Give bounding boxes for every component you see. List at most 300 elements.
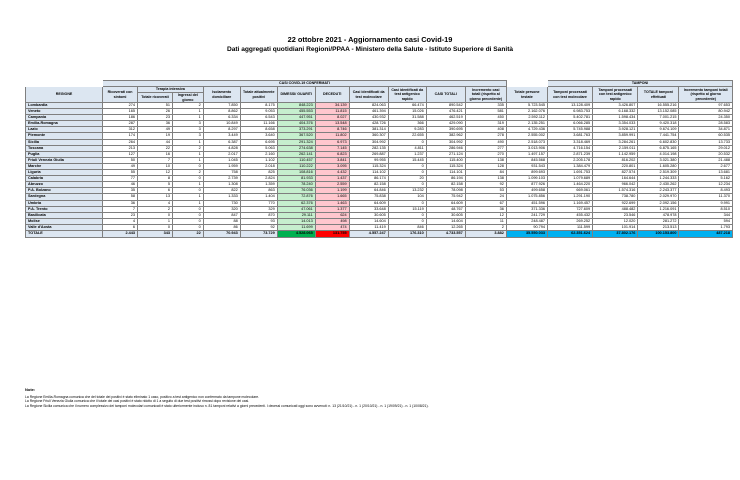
value-cell: 312 bbox=[103, 127, 138, 133]
value-cell: 899.693 bbox=[506, 170, 547, 176]
value-cell: 84 bbox=[465, 170, 506, 176]
value-cell: 1.045 bbox=[203, 157, 240, 163]
value-cell: 28.583 bbox=[679, 121, 733, 127]
value-cell: 73.729 bbox=[240, 230, 277, 237]
value-cell: 320 bbox=[203, 206, 240, 212]
region-cell: Umbria bbox=[26, 200, 103, 206]
value-cell: 1 bbox=[172, 182, 203, 188]
value-cell: 44 bbox=[138, 139, 173, 145]
value-cell: 2.871.239 bbox=[547, 151, 592, 157]
value-cell: 1.169.457 bbox=[547, 200, 592, 206]
notes-label: Note: bbox=[25, 387, 36, 392]
value-cell: 22 bbox=[138, 145, 173, 151]
value-cell: 66.474 bbox=[388, 103, 426, 109]
value-cell: 343 bbox=[138, 230, 173, 237]
value-cell: 1.244.333 bbox=[638, 176, 679, 182]
value-cell: 262.141 bbox=[277, 151, 315, 157]
value-cell: 3 bbox=[172, 121, 203, 127]
value-cell: 82.158 bbox=[349, 182, 388, 188]
covid-data-table bbox=[25, 80, 733, 238]
value-cell: 3.928.121 bbox=[593, 127, 638, 133]
value-cell: 15.026 bbox=[388, 109, 426, 115]
value-cell: 0 bbox=[172, 188, 203, 194]
value-cell: 367.520 bbox=[277, 133, 315, 139]
value-cell: 3 bbox=[172, 127, 203, 133]
value-cell: 6 bbox=[138, 188, 173, 194]
value-cell: 344 bbox=[679, 212, 733, 218]
value-cell: 12.234 bbox=[679, 182, 733, 188]
value-cell: 5.745.988 bbox=[547, 127, 592, 133]
value-cell: 110.457 bbox=[277, 157, 315, 163]
value-cell: 2 bbox=[172, 145, 203, 151]
value-cell: 2.677 bbox=[679, 163, 733, 169]
value-cell: 86 bbox=[203, 224, 240, 230]
value-cell: 1.598.434 bbox=[593, 115, 638, 121]
value-cell: 2.555.002 bbox=[506, 133, 547, 139]
table-row bbox=[26, 188, 733, 194]
value-cell: 5 bbox=[138, 182, 173, 188]
value-cell: 1 bbox=[172, 115, 203, 121]
region-cell: TOTALE bbox=[26, 230, 103, 237]
value-cell: 13.232 bbox=[388, 188, 426, 194]
value-cell: 6.334 bbox=[203, 115, 240, 121]
value-cell: 3.882 bbox=[465, 230, 506, 237]
value-cell: 329 bbox=[240, 206, 277, 212]
group-casi-header: CASI COVID-19 CONFERMATI bbox=[103, 81, 507, 87]
table-row bbox=[26, 133, 733, 139]
value-cell: 4.014.198 bbox=[638, 151, 679, 157]
value-cell: 3.284.261 bbox=[593, 139, 638, 145]
value-cell: 7.441.754 bbox=[638, 133, 679, 139]
value-cell: 282.135 bbox=[349, 145, 388, 151]
value-cell: 101.914 bbox=[593, 224, 638, 230]
value-cell: 3 bbox=[172, 133, 203, 139]
value-cell: 21.488 bbox=[679, 157, 733, 163]
table-row bbox=[26, 182, 733, 188]
value-cell: 33.648 bbox=[349, 206, 388, 212]
value-cell: 15.445 bbox=[388, 157, 426, 163]
value-cell: 6.823 bbox=[315, 151, 349, 157]
region-cell: Friuli Venezia Giulia bbox=[26, 157, 103, 163]
value-cell: 64.609 bbox=[426, 200, 465, 206]
value-cell: 78.240 bbox=[277, 182, 315, 188]
notes-section bbox=[25, 388, 725, 408]
value-cell: 277 bbox=[465, 145, 506, 151]
value-cell: 11.802 bbox=[315, 133, 349, 139]
value-cell: 488.482 bbox=[593, 206, 638, 212]
value-cell: 97.653 bbox=[679, 103, 733, 109]
value-cell: 2 bbox=[465, 224, 506, 230]
value-cell: 922.699 bbox=[593, 200, 638, 206]
value-cell: 13 bbox=[138, 194, 173, 200]
value-cell: 281.272 bbox=[638, 218, 679, 224]
value-cell: 2.430.262 bbox=[638, 182, 679, 188]
value-cell: 81.933 bbox=[277, 176, 315, 182]
value-cell: 4.729.436 bbox=[506, 127, 547, 133]
value-cell: 9.283 bbox=[388, 127, 426, 133]
value-cell: 2.135.251 bbox=[506, 121, 547, 127]
col-totale-ricoverati: Totale ricoverati bbox=[138, 93, 173, 103]
value-cell: 0 bbox=[388, 218, 426, 224]
value-cell: 270 bbox=[465, 151, 506, 157]
col-ingressi: Ingressi del giorno bbox=[172, 93, 203, 103]
value-cell: 23.546 bbox=[593, 212, 638, 218]
value-cell: 727.609 bbox=[547, 206, 592, 212]
value-cell: 176.310 bbox=[388, 230, 426, 237]
value-cell: 429.090 bbox=[426, 121, 465, 127]
value-cell: 335 bbox=[465, 103, 506, 109]
value-cell: 55 bbox=[103, 170, 138, 176]
value-cell: 62.351.624 bbox=[547, 230, 592, 237]
value-cell: 5.162 bbox=[679, 176, 733, 182]
table-row bbox=[26, 139, 733, 145]
value-cell: 581 bbox=[465, 109, 506, 115]
value-cell: 5.723.545 bbox=[506, 103, 547, 109]
value-cell: 11.166 bbox=[240, 121, 277, 127]
value-cell: 404.376 bbox=[277, 121, 315, 127]
value-cell: 1.291.190 bbox=[547, 194, 592, 200]
value-cell: 2.824 bbox=[240, 176, 277, 182]
value-cell: 1.216.091 bbox=[638, 206, 679, 212]
value-cell: 12 bbox=[465, 212, 506, 218]
value-cell: 186 bbox=[103, 115, 138, 121]
value-cell: 2 bbox=[172, 103, 203, 109]
value-cell: 0 bbox=[388, 139, 426, 145]
value-cell: 7.001.215 bbox=[638, 115, 679, 121]
value-cell: 60.535 bbox=[679, 133, 733, 139]
table-row bbox=[26, 127, 733, 133]
value-cell: 1.102 bbox=[240, 157, 277, 163]
table-row bbox=[26, 121, 733, 127]
col-casi-totali: CASI TOTALI bbox=[426, 87, 465, 103]
value-cell: 1.237 bbox=[388, 151, 426, 157]
value-cell: 2.592.112 bbox=[506, 115, 547, 121]
group-terapia-header: Terapia intensiva bbox=[138, 87, 204, 93]
value-cell: 1 bbox=[138, 218, 173, 224]
value-cell: 2.160 bbox=[240, 151, 277, 157]
value-cell: 278 bbox=[465, 133, 506, 139]
value-cell: 845.568 bbox=[506, 157, 547, 163]
value-cell: 6.973 bbox=[315, 139, 349, 145]
value-cell: 114.101 bbox=[426, 170, 465, 176]
value-cell: 35.550.033 bbox=[506, 230, 547, 237]
value-cell: 53 bbox=[465, 188, 506, 194]
value-cell: 1.574.316 bbox=[593, 188, 638, 194]
value-cell: 4.432 bbox=[315, 170, 349, 176]
value-cell: 36 bbox=[138, 121, 173, 127]
value-cell: 2.017 bbox=[203, 151, 240, 157]
region-cell: Sicilia bbox=[26, 139, 103, 145]
value-cell: 11.815 bbox=[315, 109, 349, 115]
value-cell: 6.695 bbox=[240, 139, 277, 145]
value-cell: 6.066.285 bbox=[547, 121, 592, 127]
value-cell: 478.978 bbox=[638, 212, 679, 218]
value-cell: 99.955 bbox=[349, 157, 388, 163]
value-cell: 966.042 bbox=[593, 182, 638, 188]
value-cell: 31.588 bbox=[388, 115, 426, 121]
value-cell: 847 bbox=[203, 212, 240, 218]
value-cell: 82.158 bbox=[426, 182, 465, 188]
table-row bbox=[26, 200, 733, 206]
value-cell: 36 bbox=[465, 206, 506, 212]
value-cell: 7 bbox=[138, 157, 173, 163]
value-cell: 822 bbox=[203, 188, 240, 194]
value-cell: 1 bbox=[172, 151, 203, 157]
value-cell: 7.850 bbox=[203, 103, 240, 109]
value-cell: 22 bbox=[172, 230, 203, 237]
value-cell: 12.020 bbox=[593, 218, 638, 224]
value-cell: 381.314 bbox=[349, 127, 388, 133]
value-cell: 10 bbox=[138, 163, 173, 169]
value-cell: 450 bbox=[465, 115, 506, 121]
value-cell: 382.962 bbox=[426, 133, 465, 139]
value-cell: 1.079.689 bbox=[547, 176, 592, 182]
value-cell: 62.376 bbox=[277, 200, 315, 206]
value-cell: 14.604 bbox=[426, 218, 465, 224]
value-cell: 390.695 bbox=[426, 127, 465, 133]
value-cell: 127 bbox=[103, 151, 138, 157]
table-row bbox=[26, 212, 733, 218]
value-cell: 476.421 bbox=[426, 109, 465, 115]
value-cell: 1.463 bbox=[315, 200, 349, 206]
region-cell: Sardegna bbox=[26, 194, 103, 200]
value-cell: 269.887 bbox=[349, 151, 388, 157]
value-cell: 4.716.154 bbox=[547, 145, 592, 151]
value-cell: 86.194 bbox=[426, 176, 465, 182]
value-cell: 15.119 bbox=[388, 206, 426, 212]
value-cell: 2.018 bbox=[240, 163, 277, 169]
value-cell: 111.599 bbox=[547, 224, 592, 230]
value-cell: 9.053 bbox=[240, 109, 277, 115]
value-cell: 269.252 bbox=[547, 218, 592, 224]
value-cell: 9.991 bbox=[679, 200, 733, 206]
col-molecolare: Casi identificati da test molecolare bbox=[349, 87, 388, 103]
col-regione: REGIONE bbox=[26, 87, 103, 103]
value-cell: 35 bbox=[103, 188, 138, 194]
value-cell: 213.513 bbox=[638, 224, 679, 230]
value-cell: 8.658 bbox=[240, 127, 277, 133]
col-tamponi-antigenico: Tamponi processati con test antigenico rapido bbox=[593, 87, 638, 103]
value-cell: 1.075.856 bbox=[506, 194, 547, 200]
value-cell: 3.640 bbox=[240, 133, 277, 139]
value-cell: 271.124 bbox=[426, 151, 465, 157]
value-cell: 3.859.991 bbox=[593, 133, 638, 139]
value-cell: 22.655 bbox=[388, 133, 426, 139]
value-cell: 138 bbox=[465, 176, 506, 182]
value-cell: 274 bbox=[103, 103, 138, 109]
value-cell: 29.012 bbox=[679, 145, 733, 151]
col-tamponi-totale: TOTALE tamponi effettuati bbox=[638, 87, 679, 103]
value-cell: 11 bbox=[465, 218, 506, 224]
value-cell: 10.849 bbox=[203, 121, 240, 127]
value-cell: 291.324 bbox=[277, 139, 315, 145]
value-cell: 487.218 bbox=[679, 230, 733, 237]
value-cell: 8.862 bbox=[203, 109, 240, 115]
value-cell: 75.942 bbox=[426, 194, 465, 200]
table-row bbox=[26, 151, 733, 157]
value-cell: 594 bbox=[679, 218, 733, 224]
value-cell: 220.801 bbox=[593, 163, 638, 169]
table-row bbox=[26, 103, 733, 109]
value-cell: 3.095 bbox=[315, 163, 349, 169]
value-cell: 14.604 bbox=[349, 218, 388, 224]
value-cell: 499.658 bbox=[506, 188, 547, 194]
value-cell: 0 bbox=[172, 206, 203, 212]
value-cell: 75.838 bbox=[349, 194, 388, 200]
value-cell: 1.464.220 bbox=[547, 182, 592, 188]
value-cell: 8.510 bbox=[679, 206, 733, 212]
value-cell: 1.959 bbox=[203, 163, 240, 169]
value-cell: 30.605 bbox=[426, 212, 465, 218]
region-cell: Liguria bbox=[26, 170, 103, 176]
value-cell: 304.992 bbox=[349, 139, 388, 145]
value-cell: 115.324 bbox=[426, 163, 465, 169]
value-cell: 3.426.807 bbox=[593, 103, 638, 109]
value-cell: 8.746 bbox=[315, 127, 349, 133]
value-cell: 6.387 bbox=[203, 139, 240, 145]
value-cell: 13.128.409 bbox=[547, 103, 592, 109]
region-cell: Lazio bbox=[26, 127, 103, 133]
region-cell: Molise bbox=[26, 218, 103, 224]
value-cell: 110.222 bbox=[277, 163, 315, 169]
value-cell: 1.142.959 bbox=[593, 151, 638, 157]
value-cell: 6.168.332 bbox=[593, 109, 638, 115]
value-cell: 1 bbox=[172, 109, 203, 115]
value-cell: 12.265 bbox=[426, 224, 465, 230]
value-cell: 8.493 bbox=[679, 188, 733, 194]
value-cell: 0 bbox=[388, 163, 426, 169]
value-cell: 115.400 bbox=[426, 157, 465, 163]
value-cell: 1 bbox=[172, 157, 203, 163]
region-cell: Basilicata bbox=[26, 212, 103, 218]
note-line: La Regione Sicilia comunica che il numero complessivo dei tamponi molecolari comunicati è stato ulteriormente incluso n. 81 tamponi relativi a giorni precedenti. I decessi comunicati oggi sono avvenuti: n. 13 (21/10/21) - n. 1 (20/10/21) - n. 1 (19/09/21) - n. 1 (10/08/21). bbox=[25, 403, 429, 408]
value-cell: 24 bbox=[465, 194, 506, 200]
total-row bbox=[26, 230, 733, 237]
value-cell: 46 bbox=[103, 182, 138, 188]
col-persone-testate: Totale persone testate bbox=[506, 87, 547, 103]
value-cell: 5.402.781 bbox=[547, 115, 592, 121]
value-cell: 92 bbox=[465, 182, 506, 188]
value-cell: 0 bbox=[138, 224, 173, 230]
value-cell: 824.063 bbox=[349, 103, 388, 109]
value-cell: 0 bbox=[388, 212, 426, 218]
value-cell: 877.926 bbox=[506, 182, 547, 188]
value-cell: 816.202 bbox=[593, 157, 638, 163]
value-cell: 4 bbox=[138, 200, 173, 206]
value-cell: 455.432 bbox=[547, 212, 592, 218]
value-cell: 104 bbox=[388, 194, 426, 200]
value-cell: 304.992 bbox=[426, 139, 465, 145]
value-cell: 371.336 bbox=[506, 206, 547, 212]
value-cell: 428.726 bbox=[349, 121, 388, 127]
value-cell: 461.394 bbox=[349, 109, 388, 115]
value-cell: 16.555.216 bbox=[638, 103, 679, 109]
value-cell: 2.162.076 bbox=[506, 109, 547, 115]
value-cell: 319 bbox=[465, 121, 506, 127]
value-cell: 0 bbox=[172, 224, 203, 230]
value-cell: 0 bbox=[172, 176, 203, 182]
value-cell: 49 bbox=[138, 127, 173, 133]
value-cell: 2.092.156 bbox=[638, 200, 679, 206]
col-incremento-tamponi: Incremento tamponi totali (rispetto al giorno precedente) bbox=[679, 87, 733, 103]
value-cell: 165 bbox=[103, 109, 138, 115]
value-cell: 47.061 bbox=[277, 206, 315, 212]
value-cell: 0 bbox=[388, 200, 426, 206]
value-cell: 248.487 bbox=[506, 218, 547, 224]
col-tamponi-molecolare: Tamponi processati con test molecolare bbox=[547, 87, 592, 103]
value-cell: 2.205.178 bbox=[547, 157, 592, 163]
note-line: La Regione Friuli Venezia Giulia comunica che il totale dei casi positivi è stato ridotto di 1 a seguito di due test positivi rimossi dopo revisione dei casi. bbox=[25, 399, 250, 404]
value-cell: 49 bbox=[103, 163, 138, 169]
value-cell: 490 bbox=[465, 139, 506, 145]
value-cell: 26 bbox=[138, 109, 173, 115]
value-cell: 78.098 bbox=[426, 188, 465, 194]
value-cell: 72.876 bbox=[277, 194, 315, 200]
value-cell: 2.559 bbox=[315, 182, 349, 188]
col-totale-positivi: Totale attualmente positivi bbox=[240, 87, 277, 103]
value-cell: 1.359 bbox=[240, 182, 277, 188]
table-body bbox=[26, 103, 733, 238]
value-cell: 1.793 bbox=[679, 224, 733, 230]
region-cell: Veneto bbox=[26, 109, 103, 115]
value-cell: 408 bbox=[465, 127, 506, 133]
value-cell: 4.557.247 bbox=[349, 230, 388, 237]
value-cell: 14.013 bbox=[277, 218, 315, 224]
value-cell: 5.063 bbox=[240, 145, 277, 151]
value-cell: 0 bbox=[172, 218, 203, 224]
region-cell: Marche bbox=[26, 163, 103, 169]
value-cell: 2.243.377 bbox=[638, 188, 679, 194]
value-cell: 164.644 bbox=[593, 176, 638, 182]
value-cell: 3.021.380 bbox=[638, 157, 679, 163]
region-cell: Calabria bbox=[26, 176, 103, 182]
table-row bbox=[26, 109, 733, 115]
value-cell: 6.602.830 bbox=[638, 139, 679, 145]
value-cell: 1.308 bbox=[203, 182, 240, 188]
value-cell: 70.943 bbox=[203, 230, 240, 237]
value-cell: 6.983.753 bbox=[547, 109, 592, 115]
value-cell: 50 bbox=[103, 157, 138, 163]
note-line: La Regione Emilia-Romagna comunica che del totale dei positivi è stato eliminato 1 caso, positivo a test antigenico non confermato da tampone molecolare. bbox=[25, 395, 260, 400]
value-cell: 758 bbox=[203, 170, 240, 176]
value-cell: 11.419 bbox=[349, 224, 388, 230]
value-cell: 0 bbox=[138, 212, 173, 218]
value-cell: 8.297 bbox=[203, 127, 240, 133]
value-cell: 770 bbox=[240, 200, 277, 206]
value-cell: 931.543 bbox=[506, 163, 547, 169]
col-isolamento: Isolamento domiciliare bbox=[203, 87, 240, 103]
value-cell: 1.333 bbox=[203, 194, 240, 200]
value-cell: 86.174 bbox=[349, 176, 388, 182]
value-cell: 474 bbox=[315, 224, 349, 230]
col-guariti: DIMESSI/ GUARITI bbox=[277, 87, 315, 103]
value-cell: 2.029.970 bbox=[638, 194, 679, 200]
value-cell: 11.370 bbox=[679, 194, 733, 200]
region-cell: P.A. Trento bbox=[26, 206, 103, 212]
value-cell: 3.841 bbox=[315, 157, 349, 163]
region-cell: Valle d'Aosta bbox=[26, 224, 103, 230]
value-cell: 373.291 bbox=[277, 127, 315, 133]
value-cell: 8.175 bbox=[240, 103, 277, 109]
value-cell: 23 bbox=[138, 115, 173, 121]
value-cell: 4.811 bbox=[388, 145, 426, 151]
table-row bbox=[26, 176, 733, 182]
value-cell: 738.780 bbox=[593, 194, 638, 200]
value-cell: 669.061 bbox=[547, 188, 592, 194]
value-cell: 624 bbox=[315, 212, 349, 218]
value-cell: 1 bbox=[172, 194, 203, 200]
value-cell: 19 bbox=[138, 133, 173, 139]
